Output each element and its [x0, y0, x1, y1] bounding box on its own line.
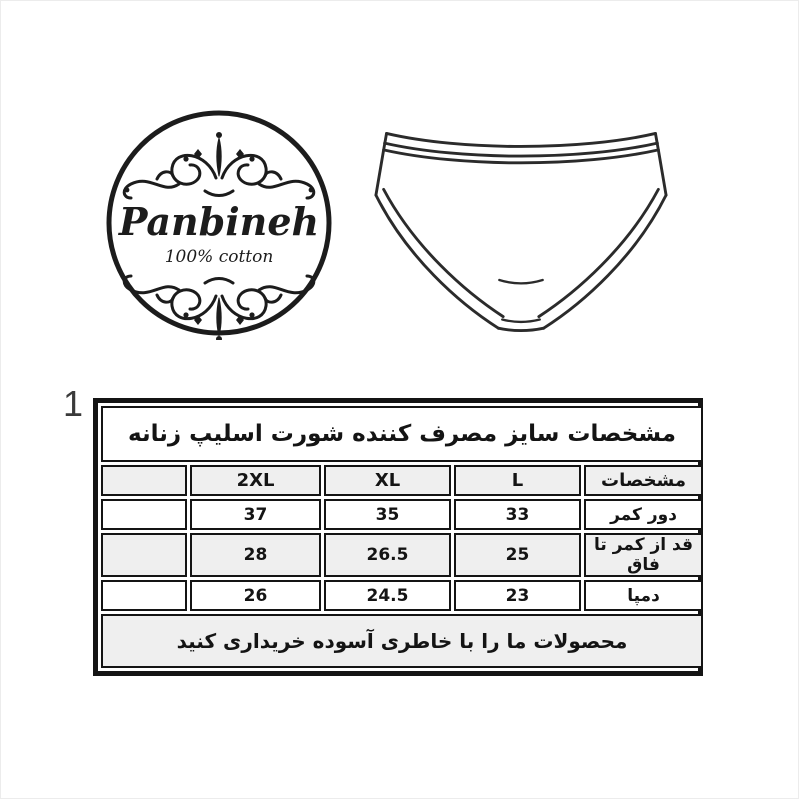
table-row-waist — [101, 499, 703, 530]
waist-2xl-value: 37 — [190, 499, 321, 530]
stray-digit-mark: 1 — [63, 383, 84, 424]
empty-cell — [101, 533, 187, 577]
panbineh-logo — [102, 106, 336, 340]
briefs-line-drawing-icon — [374, 116, 668, 336]
size-table-grid — [98, 403, 706, 671]
waist-xl-value: 35 — [324, 499, 451, 530]
leg-row-label: دمپا — [584, 580, 703, 611]
table-title-row — [101, 406, 703, 462]
table-footer-row — [101, 614, 703, 668]
col-header-2xl: 2XL — [190, 465, 321, 496]
waist-l-value: 33 — [454, 499, 581, 530]
leg-l-value: 23 — [454, 580, 581, 611]
leg-xl-value: 24.5 — [324, 580, 451, 611]
col-header-spec: مشخصات — [584, 465, 703, 496]
size-table-footer-note: محصولات ما را با خاطری آسوده خریداری کنید — [101, 614, 703, 668]
table-row-rise — [101, 533, 703, 577]
rise-l-value: 25 — [454, 533, 581, 577]
logo-brand-text: Panbineh — [118, 199, 320, 244]
waist-row-label: دور کمر — [584, 499, 703, 530]
col-header-l: L — [454, 465, 581, 496]
empty-cell — [101, 580, 187, 611]
table-row-leg-opening — [101, 580, 703, 611]
underwear-drawing — [374, 116, 668, 336]
size-table-title: مشخصات سایز مصرف کننده شورت اسلیپ زنانه — [101, 406, 703, 462]
logo-subtitle-text: 100% cotton — [164, 247, 274, 267]
empty-cell — [101, 499, 187, 530]
rise-xl-value: 26.5 — [324, 533, 451, 577]
leg-2xl-value: 26 — [190, 580, 321, 611]
header-empty-cell — [101, 465, 187, 496]
table-header-row — [101, 465, 703, 496]
rise-2xl-value: 28 — [190, 533, 321, 577]
size-table — [93, 398, 703, 676]
panbineh-logo-graphic — [102, 106, 336, 340]
rise-row-label: قد از کمر تا فاق — [584, 533, 703, 577]
col-header-xl: XL — [324, 465, 451, 496]
